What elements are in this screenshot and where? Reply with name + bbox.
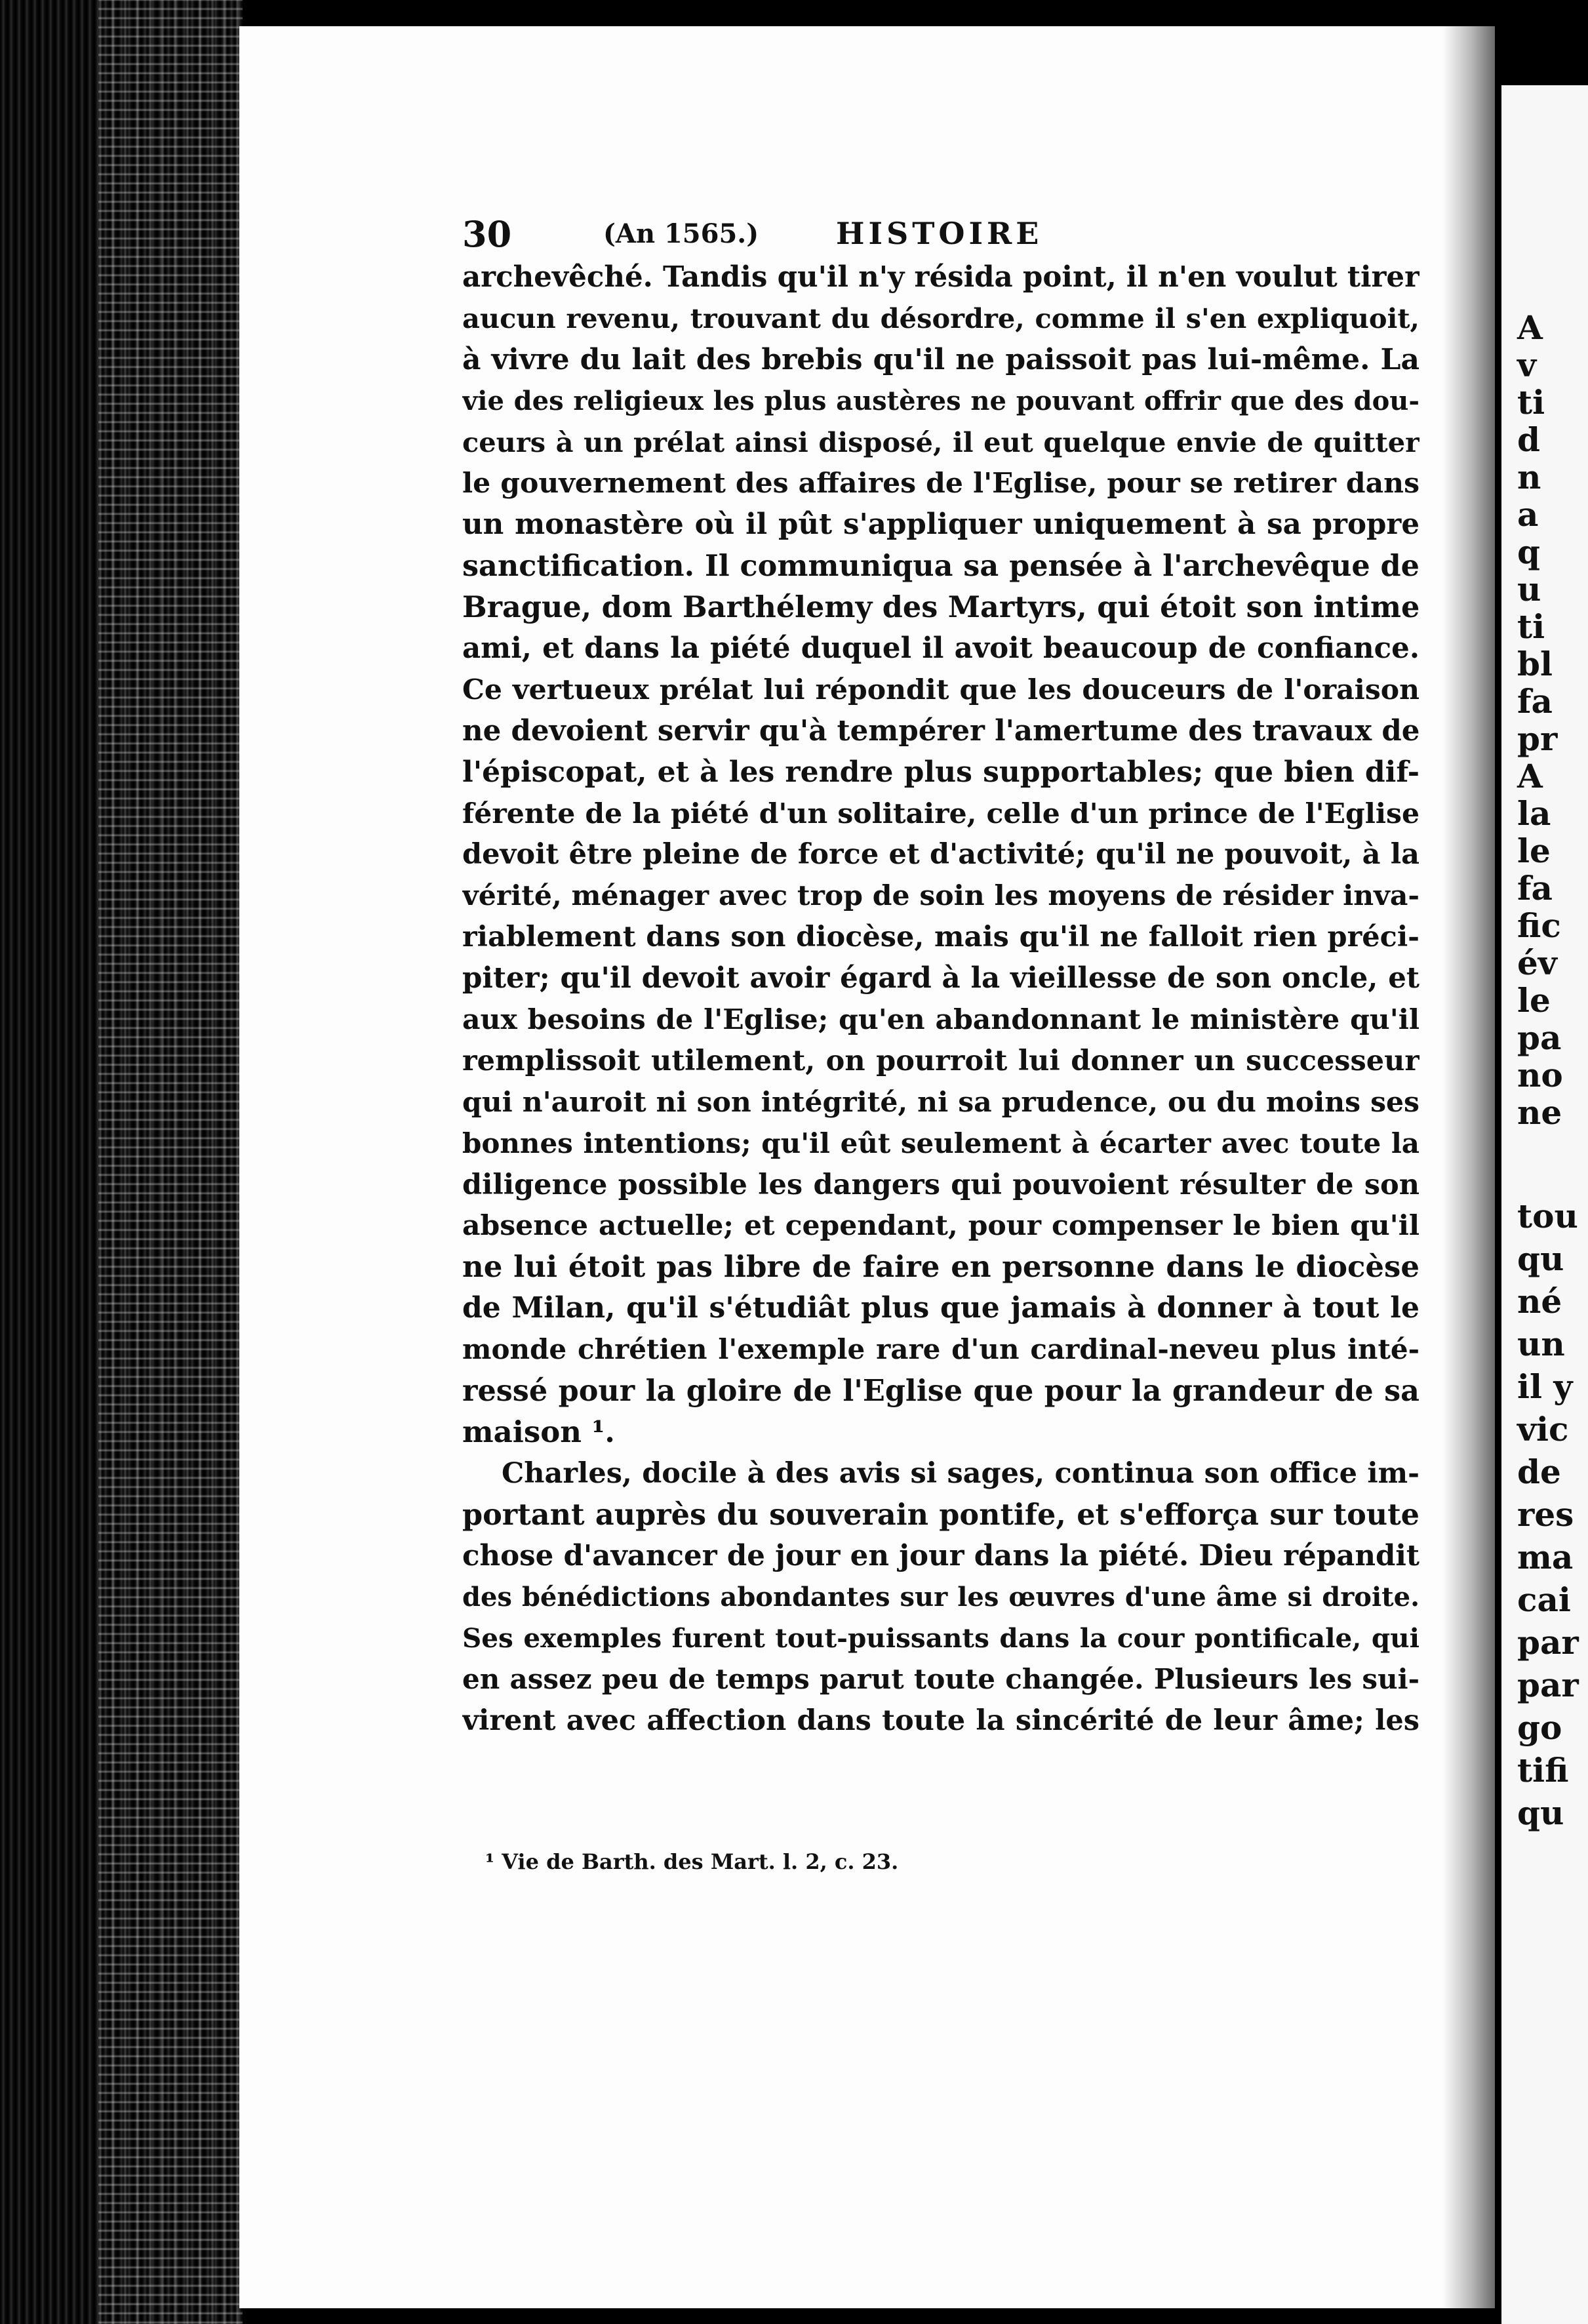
- year-marker: (An 1565.): [603, 218, 759, 249]
- running-title: HISTOIRE: [836, 216, 1043, 251]
- body-text: [462, 257, 1419, 1742]
- next-page-fragment: vic: [1517, 1410, 1569, 1449]
- text-line: Brague, dom Barthélemy des Martyrs, qui étoit son intime: [462, 590, 1419, 625]
- next-page-fragment: ma: [1517, 1538, 1574, 1576]
- next-page-fragment: cai: [1517, 1580, 1571, 1619]
- text-line: Ses exemples furent tout-puissants dans la cour pontificale, qui: [462, 1622, 1419, 1654]
- text-line: maison ¹.: [462, 1414, 615, 1449]
- text-line: vie des religieux les plus austères ne pouvant offrir que des dou-: [462, 385, 1419, 416]
- next-page-fragment: qu: [1517, 1239, 1564, 1278]
- text-line: monde chrétien l'exemple rare d'un cardinal-neveu plus inté-: [462, 1333, 1419, 1366]
- text-line: archevêché. Tandis qu'il n'y résida point, il n'en voulut tirer: [462, 260, 1419, 294]
- text-line: de Milan, qu'il s'étudiât plus que jamais à donner à tout le: [462, 1291, 1419, 1325]
- text-line: un monastère où il pût s'appliquer uniquement à sa propre: [462, 508, 1419, 542]
- next-page-fragment: d: [1517, 420, 1540, 459]
- text-line: en assez peu de temps parut toute changée. Plusieurs les sui-: [462, 1663, 1419, 1696]
- next-page-fragment: qu: [1517, 1793, 1564, 1832]
- next-page-fragment: par: [1517, 1623, 1579, 1662]
- next-page-fragment: A: [1517, 308, 1543, 347]
- next-page-fragment: né: [1517, 1282, 1562, 1321]
- text-line: diligence possible les dangers qui pouvoient résulter de son: [462, 1168, 1419, 1201]
- next-page-fragment: ne: [1517, 1093, 1562, 1132]
- next-page-fragment: la: [1517, 794, 1551, 833]
- next-page-fragment: v: [1517, 346, 1537, 384]
- text-line: virent avec affection dans toute la sincérité de leur âme; les: [462, 1704, 1419, 1738]
- text-line: aucun revenu, trouvant du désordre, comme il s'en expliquoit,: [462, 302, 1419, 334]
- next-page-fragment: go: [1517, 1708, 1562, 1747]
- text-line: riablement dans son diocèse, mais qu'il ne falloit rien préci-: [462, 921, 1419, 954]
- next-page-fragment: fa: [1517, 869, 1553, 908]
- text-line: ami, et dans la piété duquel il avoit beaucoup de confiance.: [462, 631, 1419, 666]
- next-page-fragment: ti: [1517, 383, 1545, 422]
- next-page-fragment: tifi: [1517, 1751, 1569, 1790]
- text-line: l'épiscopat, et à les rendre plus supportables; que bien dif-: [462, 755, 1419, 789]
- next-page-fragment: tou: [1517, 1197, 1578, 1235]
- text-line: vérité, ménager avec trop de soin les moyens de résider inva-: [462, 879, 1419, 913]
- text-line: portant auprès du souverain pontife, et s'efforça sur toute: [462, 1497, 1419, 1532]
- next-page-fragment: A: [1517, 757, 1543, 795]
- next-page-fragment: pa: [1517, 1018, 1562, 1057]
- next-page-fragment: le: [1517, 981, 1551, 1020]
- next-page-fragment: u: [1517, 570, 1541, 609]
- next-page-fragment: n: [1517, 458, 1541, 496]
- next-page-fragment: pr: [1517, 719, 1558, 758]
- text-line: bonnes intentions; qu'il eût seulement à écarter avec toute la: [462, 1127, 1419, 1159]
- footnote: ¹ Vie de Barth. des Mart. l. 2, c. 23.: [485, 1849, 899, 1874]
- next-page-fragment: fa: [1517, 682, 1553, 721]
- text-line: ressé pour la gloire de l'Eglise que pour la grandeur de sa: [462, 1374, 1419, 1409]
- next-page-fragment: év: [1517, 944, 1557, 982]
- text-line: devoit être pleine de force et d'activité; qu'il ne pouvoit, à la: [462, 838, 1419, 872]
- page-number: 30: [462, 213, 512, 255]
- next-page-fragment: le: [1517, 831, 1551, 870]
- next-page-fragment: ti: [1517, 607, 1545, 646]
- next-page-fragment: un: [1517, 1325, 1565, 1363]
- next-page-fragment: no: [1517, 1056, 1563, 1094]
- text-line: chose d'avancer de jour en jour dans la piété. Dieu répandit: [462, 1538, 1419, 1573]
- text-line: le gouvernement des affaires de l'Eglise, pour se retirer dans: [462, 467, 1419, 500]
- text-line: ne lui étoit pas libre de faire en personne dans le diocèse: [462, 1249, 1419, 1285]
- next-page-fragment: a: [1517, 495, 1539, 534]
- next-page-fragment: par: [1517, 1666, 1579, 1704]
- text-line: à vivre du lait des brebis qu'il ne paissoit pas lui-même. La: [462, 342, 1419, 376]
- text-line: des bénédictions abondantes sur les œuvres d'une âme si droite.: [462, 1581, 1419, 1613]
- next-page-strip: [1501, 85, 1588, 2324]
- next-page-fragment: de: [1517, 1452, 1561, 1491]
- text-line: ne devoient servir qu'à tempérer l'amertume des travaux de: [462, 713, 1419, 748]
- text-line: Ce vertueux prélat lui répondit que les douceurs de l'oraison: [462, 673, 1419, 706]
- text-line: sanctification. Il communiqua sa pensée à l'archevêque de: [462, 549, 1419, 584]
- text-line: férente de la piété d'un solitaire, celle d'un prince de l'Eglise: [462, 797, 1419, 830]
- text-line: aux besoins de l'Eglise; qu'en abandonnant le ministère qu'il: [462, 1003, 1419, 1037]
- next-page-fragment: bl: [1517, 645, 1553, 683]
- next-page-fragment: fic: [1517, 906, 1561, 945]
- next-page-fragment: il y: [1517, 1367, 1573, 1406]
- page-header: [462, 213, 1052, 259]
- next-page-fragment: res: [1517, 1495, 1574, 1534]
- text-line: qui n'auroit ni son intégrité, ni sa prudence, ou du moins ses: [462, 1085, 1419, 1119]
- next-page-fragment: q: [1517, 532, 1540, 571]
- text-line: remplissoit utilement, on pourroit lui donner un successeur: [462, 1044, 1419, 1077]
- page-edge-shadow: [1442, 26, 1495, 2308]
- text-line: ceurs à un prélat ainsi disposé, il eut quelque envie de quitter: [462, 426, 1419, 458]
- text-line: absence actuelle; et cependant, pour compenser le bien qu'il: [462, 1209, 1419, 1243]
- text-line: Charles, docile à des avis si sages, continua son office im-: [502, 1456, 1419, 1490]
- left-scan-speckle: [98, 0, 243, 2324]
- text-line: piter; qu'il devoit avoir égard à la vieillesse de son oncle, et: [462, 961, 1419, 995]
